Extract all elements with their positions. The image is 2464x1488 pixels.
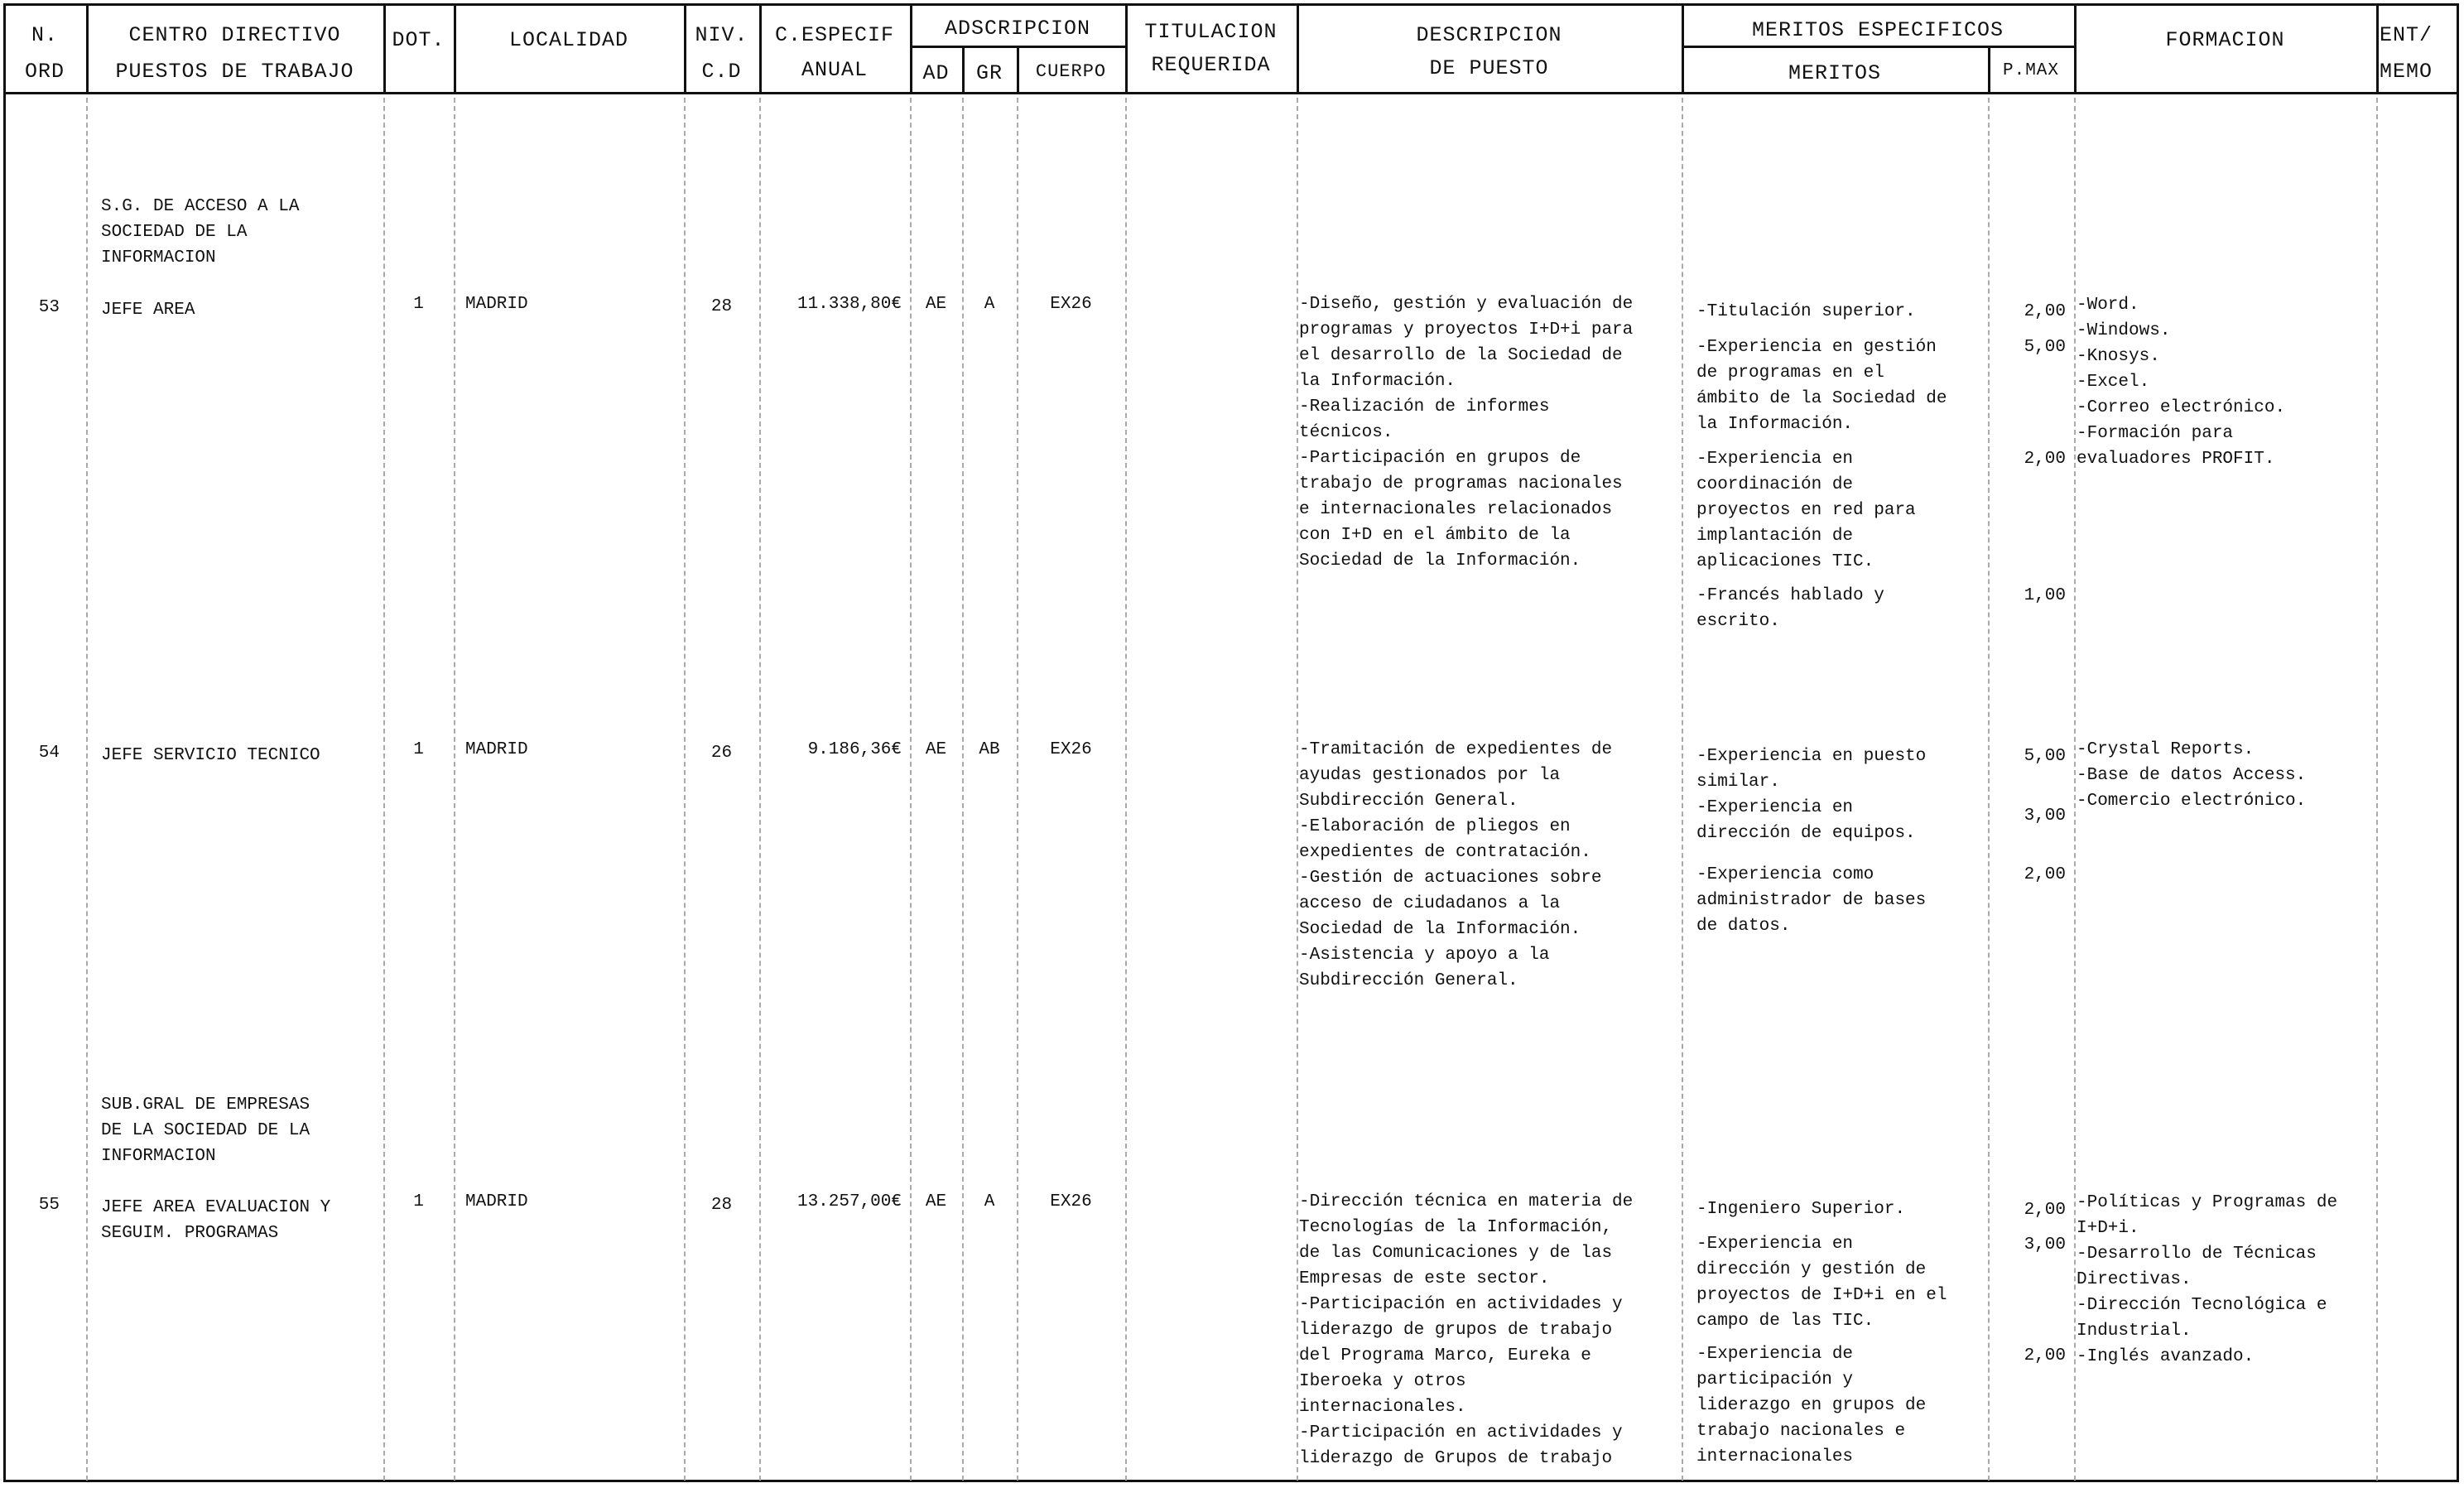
merito-item: -Experiencia en puesto similar.	[1696, 747, 1927, 792]
row-puesto: JEFE AREA	[101, 301, 195, 320]
row-gr: AB	[979, 740, 1000, 759]
header-puestos: PUESTOS DE TRABAJO	[115, 60, 354, 84]
merito-item: -Francés hablado y escrito.	[1696, 586, 1884, 631]
header-meritos: MERITOS	[1788, 61, 1882, 85]
header-titulacion: TITULACION	[1144, 20, 1278, 44]
row-ad: AE	[925, 1192, 947, 1211]
merito-pmax: 5,00	[2024, 747, 2066, 766]
section-heading: SUB.GRAL DE EMPRESAS DE LA SOCIEDAD DE LA INFORMACION	[101, 1096, 310, 1166]
row-formacion: -Políticas y Programas de I+D+i. -Desarrollo de Técnicas Directivas. -Dirección Tecnológica e Industrial. -Inglés avanzado.	[2077, 1193, 2338, 1366]
row-niv: 28	[710, 1196, 733, 1215]
row-cuerpo: EX26	[1050, 740, 1092, 759]
row-number: 53	[38, 298, 60, 317]
merito-item: -Experiencia en dirección de equipos.	[1696, 798, 1916, 843]
header-ord: ORD	[24, 60, 65, 84]
col-guide	[1125, 98, 1127, 1481]
col-guide	[1297, 98, 1298, 1481]
col-divider	[1297, 3, 1299, 94]
header-de-puesto: DE PUESTO	[1429, 56, 1549, 80]
header-gr: GR	[975, 61, 1003, 85]
col-guide	[2074, 98, 2076, 1481]
row-ad: AE	[925, 295, 947, 314]
row-number: 55	[38, 1196, 60, 1215]
row-especif: 9.186,36€	[807, 740, 902, 759]
merito-pmax: 2,00	[2024, 865, 2066, 884]
row-descripcion: -Dirección técnica en materia de Tecnologías de la Información, de las Comunicaciones y de las Empresas de este sector. -Participación en actividades y liderazgo de grupos de trabajo del Programa Marco, Eureka e Iberoeka y otros internacionales. -Participación en actividades y liderazgo de Grupos de trabajo	[1299, 1192, 1634, 1468]
row-especif: 11.338,80€	[796, 295, 902, 314]
header-requerida: REQUERIDA	[1151, 53, 1271, 77]
row-formacion: -Crystal Reports. -Base de datos Access. -Comercio electrónico.	[2077, 740, 2307, 811]
row-dot: 1	[413, 740, 424, 759]
merito-pmax: 3,00	[2024, 1235, 2066, 1254]
meritos-rule	[1682, 46, 2074, 48]
header-adscripcion: ADSCRIPCION	[944, 17, 1091, 41]
merito-item: -Experiencia en coordinación de proyectos en red para implantación de aplicaciones TIC.	[1696, 450, 1916, 571]
row-dot: 1	[413, 1192, 424, 1211]
row-cuerpo: EX26	[1050, 1192, 1092, 1211]
header-cd: C.D	[701, 60, 742, 84]
header-descripcion: DESCRIPCION	[1416, 23, 1562, 47]
row-puesto: JEFE AREA EVALUACION Y SEGUIM. PROGRAMAS	[101, 1198, 331, 1243]
merito-pmax: 2,00	[2024, 1346, 2066, 1365]
header-anual: ANUAL	[801, 58, 868, 82]
header-formacion: FORMACION	[2165, 28, 2285, 52]
row-puesto: JEFE SERVICIO TECNICO	[101, 746, 320, 765]
row-niv: 28	[710, 297, 733, 316]
section-heading: S.G. DE ACCESO A LA SOCIEDAD DE LA INFORMACION	[101, 197, 300, 267]
row-especif: 13.257,00€	[796, 1192, 902, 1211]
merito-pmax: 3,00	[2024, 807, 2066, 826]
header-centro: CENTRO DIRECTIVO	[128, 23, 341, 47]
header-pmax: P.MAX	[2002, 61, 2059, 80]
row-localidad: MADRID	[465, 295, 528, 314]
col-guide	[2376, 98, 2378, 1481]
header-ent: ENT/	[2380, 23, 2433, 47]
row-ad: AE	[925, 740, 947, 759]
col-divider	[1125, 3, 1128, 94]
col-guide	[1682, 98, 1683, 1481]
merito-pmax: 2,00	[2024, 450, 2066, 469]
merito-item: -Experiencia en dirección y gestión de proyectos de I+D+i en el campo de las TIC.	[1696, 1235, 1947, 1331]
merito-pmax: 1,00	[2024, 586, 2066, 605]
row-descripcion: -Tramitación de expedientes de ayudas gestionados por la Subdirección General. -Elaboración de pliegos en expedientes de contratación. -Gestión de actuaciones sobre acceso de ciudadanos a la Sociedad de la Información. -Asistencia y apoyo a la Subdirección General.	[1299, 740, 1613, 990]
merito-item: -Experiencia en gestión de programas en el ámbito de la Sociedad de la Información.	[1696, 338, 1947, 434]
row-descripcion: -Diseño, gestión y evaluación de programas y proyectos I+D+i para el desarrollo de la Sociedad de la Información. -Realización de informes técnicos. -Participación en grupos de trabajo de programas nacionales e internacionales relacionados con I+D en el ámbito de la Sociedad de la Información.	[1299, 295, 1634, 571]
header-cuerpo: CUERPO	[1035, 61, 1107, 82]
merito-item: -Ingeniero Superior.	[1696, 1200, 1906, 1219]
row-formacion: -Word. -Windows. -Knosys. -Excel. -Correo electrónico. -Formación para evaluadores PROFIT.	[2077, 296, 2286, 469]
row-gr: A	[984, 1192, 995, 1211]
row-cuerpo: EX26	[1050, 295, 1092, 314]
header-meritos-especificos: MERITOS ESPECIFICOS	[1751, 18, 2004, 42]
row-number: 54	[38, 744, 60, 763]
row-niv: 26	[710, 744, 733, 763]
row-gr: A	[984, 295, 995, 314]
row-localidad: MADRID	[465, 740, 528, 759]
merito-pmax: 2,00	[2024, 302, 2066, 321]
header-localidad: LOCALIDAD	[508, 28, 629, 52]
merito-pmax: 5,00	[2024, 338, 2066, 357]
row-dot: 1	[413, 295, 424, 314]
merito-item: -Experiencia como administrador de bases de datos.	[1696, 865, 1927, 936]
header-ad: AD	[922, 61, 950, 85]
header-memo: MEMO	[2380, 60, 2433, 84]
header-n: N.	[31, 23, 58, 47]
merito-item: -Experiencia de participación y liderazgo en grupos de trabajo nacionales e internacionales	[1696, 1345, 1927, 1466]
header-dot: DOT.	[392, 28, 445, 52]
header-niv: NIV.	[695, 23, 748, 47]
merito-pmax: 2,00	[2024, 1201, 2066, 1220]
row-localidad: MADRID	[465, 1192, 528, 1211]
col-guide	[454, 98, 455, 1481]
header-especif: C.ESPECIF	[774, 23, 895, 47]
col-guide	[86, 98, 88, 1481]
merito-item: -Titulación superior.	[1696, 302, 1916, 321]
header-bottom-rule	[3, 92, 2459, 94]
